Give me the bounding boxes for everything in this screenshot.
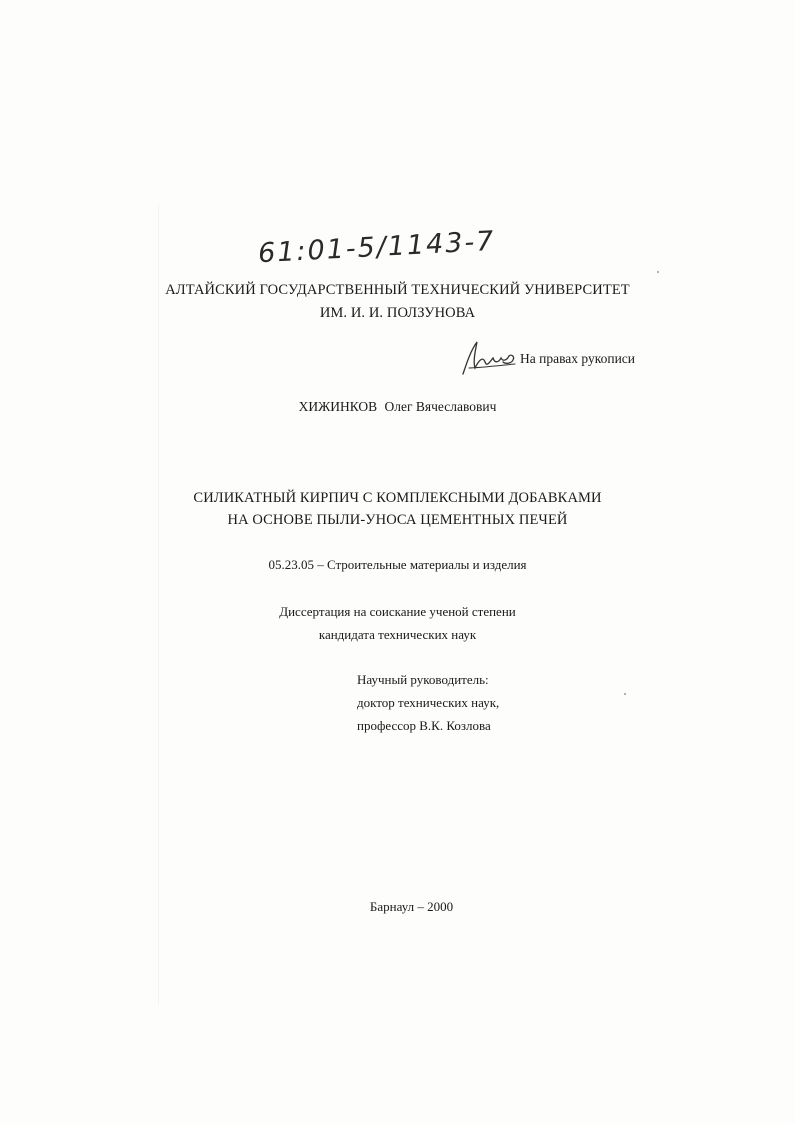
university-name: АЛТАЙСКИЙ ГОСУДАРСТВЕННЫЙ ТЕХНИЧЕСКИЙ УНИВЕРСИТЕТ (165, 282, 630, 298)
manuscript-rights-label: На правах рукописи (520, 351, 636, 366)
specialty-code: 05.23.05 – Строительные материалы и изделия (268, 557, 527, 572)
scan-speck (657, 271, 659, 273)
dissertation-title-line2: НА ОСНОВЕ ПЫЛИ-УНОСА ЦЕМЕНТНЫХ ПЕЧЕЙ (227, 512, 568, 528)
supervisor-name: профессор В.К. Козлова (357, 718, 491, 733)
dissertation-title-line1: СИЛИКАТНЫЙ КИРПИЧ С КОМПЛЕКСНЫМИ ДОБАВКАМИ (193, 490, 602, 506)
scan-speck (624, 693, 626, 695)
supervisor-label: Научный руководитель: (357, 672, 489, 687)
author-surname: ХИЖИНКОВ (298, 399, 378, 414)
author-given-names: Олег Вячеславович (384, 399, 497, 414)
handwritten-signature (455, 338, 525, 378)
place-year: Барнаул – 2000 (369, 899, 454, 914)
supervisor-degree: доктор технических наук, (357, 695, 500, 710)
author-name (0, 398, 795, 416)
degree-line1: Диссертация на соискание ученой степени (279, 604, 516, 619)
university-named-after: ИМ. И. И. ПОЛЗУНОВА (319, 305, 476, 321)
handwritten-archive-number: 61:01-5/1143-7 (257, 225, 497, 270)
degree-line2: кандидата технических наук (318, 627, 477, 642)
